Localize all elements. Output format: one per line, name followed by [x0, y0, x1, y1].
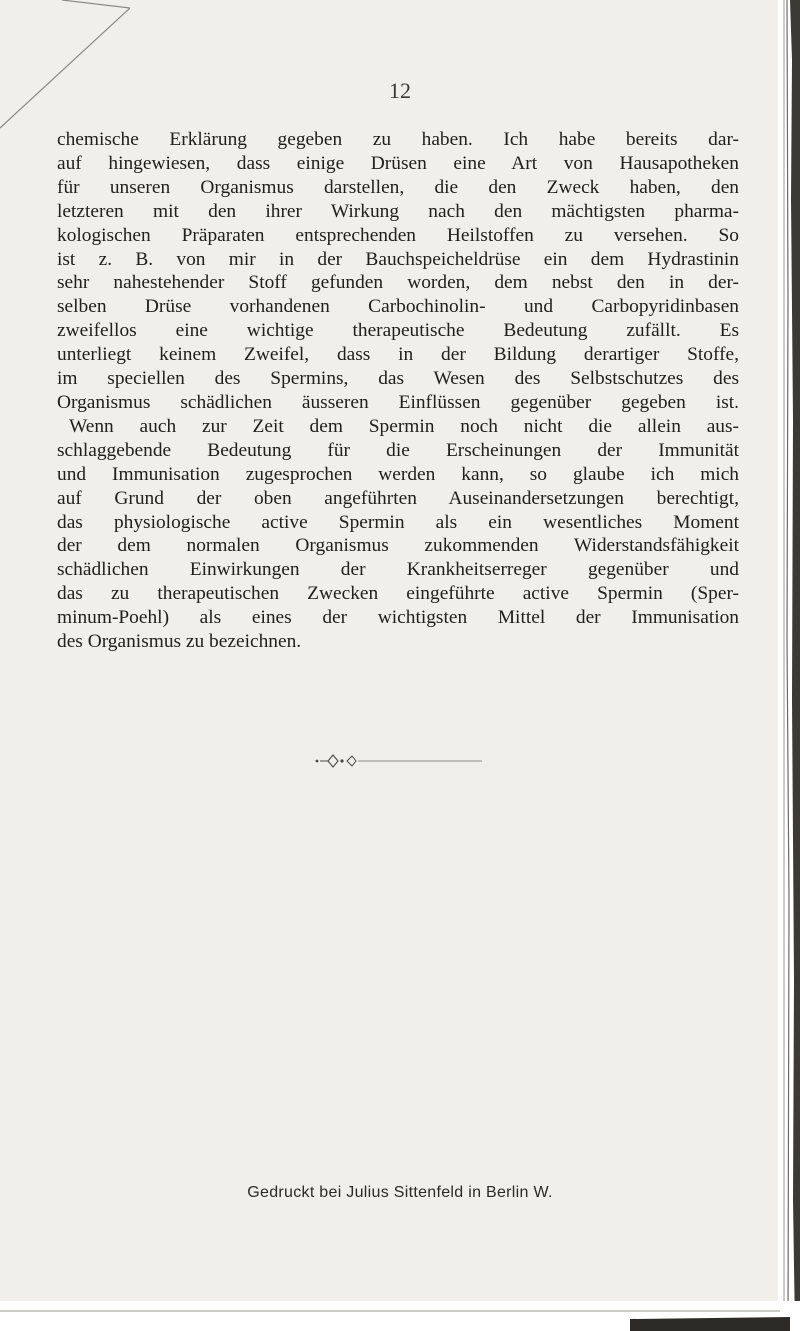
end-of-text-ornament-icon: [314, 752, 484, 770]
text-line: der dem normalen Organismus zukommenden Widerstandsfähigkeit: [57, 535, 739, 557]
page-number: 12: [389, 78, 411, 103]
text-line: des Organismus zu bezeichnen.: [57, 631, 302, 653]
paper-fold-mark: [0, 0, 130, 130]
text-line: und Immunisation zugesprochen werden kann, so glaube ich mich: [57, 463, 739, 485]
text-line: ist z. B. von mir in der Bauchspeicheldrüse ein dem Hydrastinin: [57, 248, 739, 270]
body-paragraph: [57, 128, 739, 654]
book-edge-shadow: [778, 0, 800, 1331]
text-line: für unseren Organismus darstellen, die den Zweck haben, den: [57, 176, 739, 198]
printer-imprint: Gedruckt bei Julius Sittenfeld in Berlin W.: [247, 1184, 553, 1201]
text-line: schädlichen Einwirkungen der Krankheitserreger gegenüber und: [57, 559, 739, 581]
text-line: auf Grund der oben angeführten Auseinandersetzungen berechtigt,: [57, 487, 739, 509]
text-line: das physiologische active Spermin als ein wesentliches Moment: [57, 511, 739, 533]
text-line: chemische Erklärung gegeben zu haben. Ich habe bereits dar-: [57, 129, 739, 150]
text-line: letzteren mit den ihrer Wirkung nach den mächtigsten pharma-: [57, 200, 739, 222]
text-line: unterliegt keinem Zweifel, dass in der Bildung derartiger Stoffe,: [57, 344, 739, 366]
text-line: das zu therapeutischen Zwecken eingeführte active Spermin (Sper-: [57, 583, 739, 605]
text-line: auf hingewiesen, dass einige Drüsen eine Art von Hausapotheken: [57, 152, 739, 174]
text-line: Wenn auch zur Zeit dem Spermin noch nicht die allein aus-: [69, 415, 739, 437]
text-line: minum-Poehl) als eines der wichtigsten Mittel der Immunisation: [57, 607, 739, 629]
text-line: Organismus schädlichen äusseren Einflüssen gegenüber gegeben ist.: [57, 391, 739, 413]
text-line: sehr nahestehender Stoff gefunden worden, dem nebst den in der-: [57, 272, 739, 294]
text-line: kologischen Präparaten entsprechenden Heilstoffen zu versehen. So: [57, 224, 739, 246]
text-line: selben Drüse vorhandenen Carbochinolin- und Carbopyridinbasen: [57, 296, 739, 318]
text-line: schlaggebende Bedeutung für die Erscheinungen der Immunität: [57, 439, 739, 461]
text-line: im speciellen des Spermins, das Wesen des Selbstschutzes des: [57, 368, 739, 390]
book-bottom-edge: [0, 1301, 800, 1331]
text-line: zweifellos eine wichtige therapeutische Bedeutung zufällt. Es: [57, 320, 739, 342]
